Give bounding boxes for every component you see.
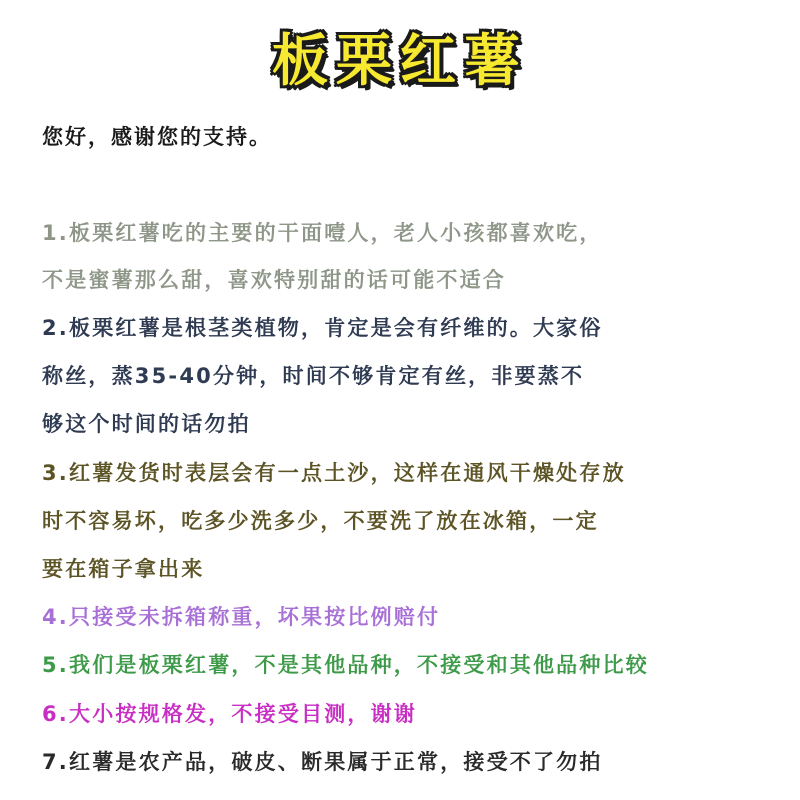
notice-line-1b: 不是蜜薯那么甜，喜欢特别甜的话可能不适合: [42, 268, 506, 292]
notice-line-1a: 1.板栗红薯吃的主要的干面噎人，老人小孩都喜欢吃，: [42, 221, 603, 245]
notice-line-3a: 3.红薯发货时表层会有一点土沙，这样在通风干燥处存放: [42, 461, 626, 485]
notice-line-2c: 够这个时间的话勿拍: [42, 412, 251, 436]
notice-line-5: 5.我们是板栗红薯，不是其他品种，不接受和其他品种比较: [42, 653, 649, 677]
page-title: 板栗红薯: [272, 29, 528, 94]
notice-line-4: 4.只接受未拆箱称重，坏果按比例赔付: [42, 605, 441, 629]
notice-line-2b: 称丝，蒸35-40分钟，时间不够肯定有丝，非要蒸不: [42, 364, 585, 388]
greeting-text: 您好，感谢您的支持。: [42, 125, 272, 149]
notice-line-7: 7.红薯是农产品，破皮、断果属于正常，接受不了勿拍: [42, 750, 603, 774]
notice-line-3b: 时不容易坏，吃多少洗多少，不要洗了放在冰箱，一定: [42, 509, 599, 533]
notice-line-2a: 2.板栗红薯是根茎类植物，肯定是会有纤维的。大家俗: [42, 316, 603, 340]
notice-line-6: 6.大小按规格发，不接受目测，谢谢: [42, 702, 417, 726]
notice-line-3c: 要在箱子拿出来: [42, 557, 205, 581]
